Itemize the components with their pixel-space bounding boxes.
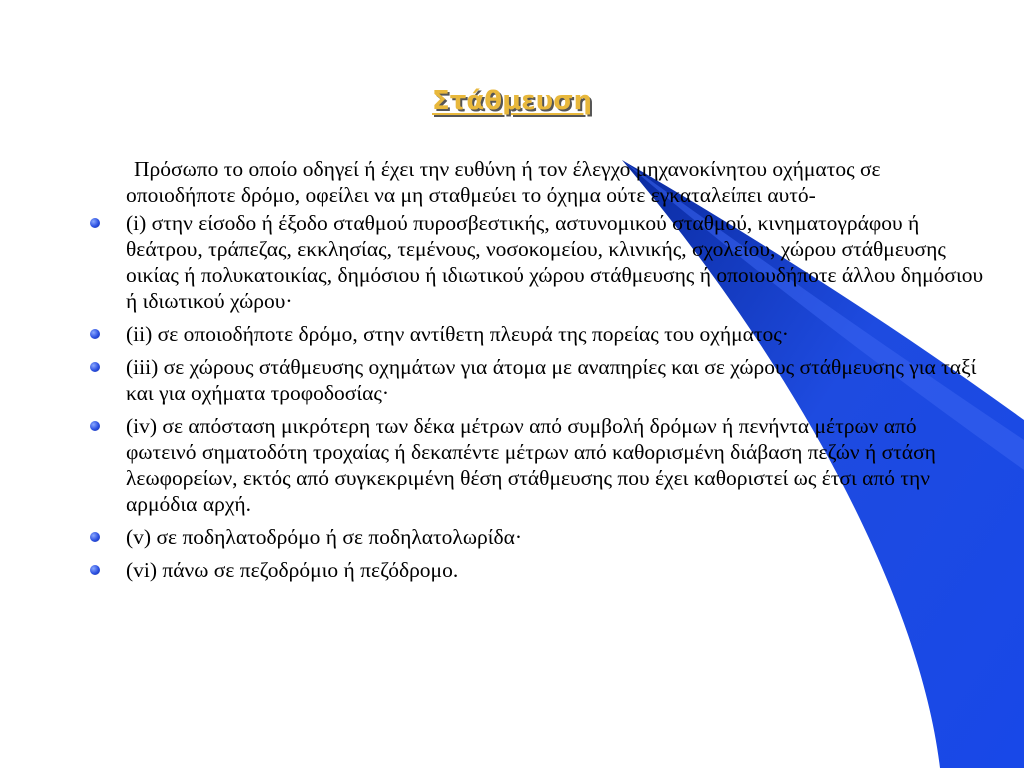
list-item-text: (v) σε ποδηλατοδρόμο ή σε ποδηλατολωρίδα·: [126, 525, 523, 549]
bullet-dot-icon: [90, 362, 100, 372]
slide-body: [90, 156, 990, 590]
list-item: [90, 557, 990, 583]
bullet-dot-icon: [90, 329, 100, 339]
bullet-dot-icon: [90, 218, 100, 228]
list-item-text: (iii) σε χώρους στάθμευσης οχημάτων για άτομα με αναπηρίες και σε χώρους στάθμευσης για ταξί και για οχήματα τροφοδοσίας·: [126, 355, 977, 405]
list-item-text: (vi) πάνω σε πεζοδρόμιο ή πεζόδρομο.: [126, 558, 459, 582]
list-item: [90, 321, 990, 347]
list-item: [90, 210, 990, 314]
list-item-text: (ii) σε οποιοδήποτε δρόμο, στην αντίθετη πλευρά της πορείας του οχήματος·: [126, 322, 789, 346]
bullet-dot-icon: [90, 565, 100, 575]
list-item: [90, 413, 990, 517]
list-item-text: (iv) σε απόσταση μικρότερη των δέκα μέτρων από συμβολή δρόμων ή πενήντα μέτρων από φωτεινό σηματοδότη τροχαίας ή δεκαπέντε μέτρων από καθορισμένη διάβαση πεζών ή στάση λεωφορείων, εκτός από συγκεκριμένη θέση στάθμευσης που έχει καθοριστεί ως έτσι από την αρμόδια αρχή.: [126, 414, 936, 516]
list-item-text: (i) στην είσοδο ή έξοδο σταθμού πυροσβεστικής, αστυνομικού σταθμού, κινηματογράφου ή θεάτρου, τράπεζας, εκκλησίας, τεμένους, νοσοκομείου, κλινικής, σχολείου, χώρου στάθμευσης οικίας ή πολυκατοικίας, δημόσιου ή ιδιωτικού χώρου στάθμευσης ή οποιουδήποτε άλλου δημόσιου ή ιδιωτικού χώρου·: [126, 211, 984, 313]
bullet-list: [90, 210, 990, 583]
intro-paragraph: Πρόσωπο το οποίο οδηγεί ή έχει την ευθύνη ή τον έλεγχο μηχανοκίνητου οχήματος σε οποιοδήποτε δρόμο, οφείλει να μη σταθμεύει το όχημα ούτε εγκαταλείπει αυτό-: [126, 157, 881, 207]
list-item: [90, 524, 990, 550]
bullet-dot-icon: [90, 532, 100, 542]
list-item: [90, 354, 990, 406]
bullet-dot-icon: [90, 421, 100, 431]
slide-title: Στάθμευση: [432, 86, 592, 116]
